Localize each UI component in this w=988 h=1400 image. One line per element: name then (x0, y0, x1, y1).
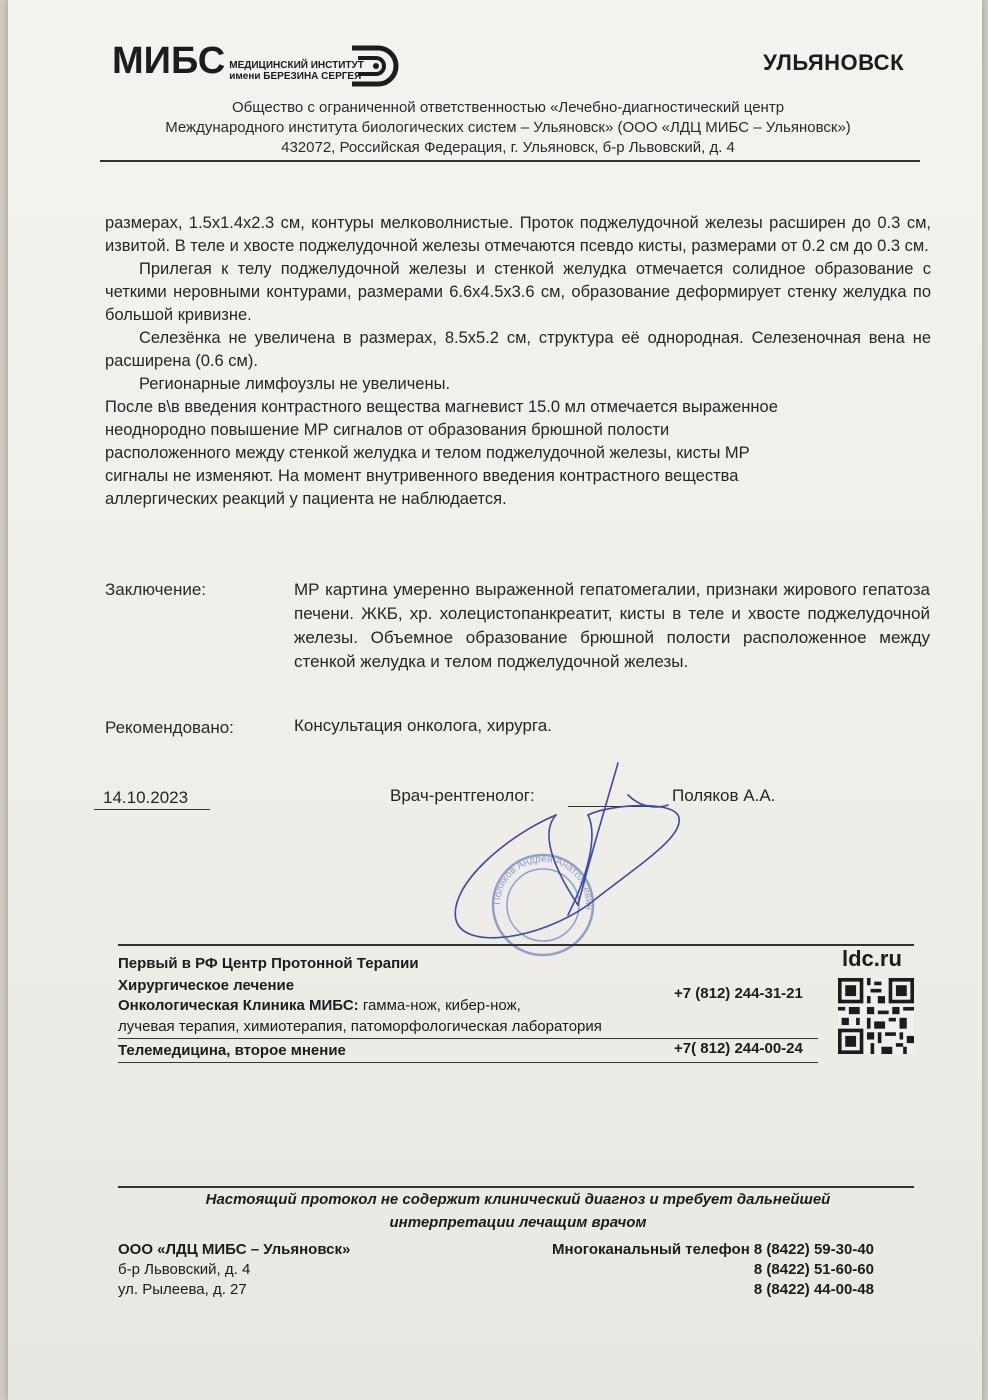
recommendation-label: Рекомендовано: (105, 718, 234, 737)
company-name: ООО «ЛДЦ МИБС – Ульяновск» (118, 1241, 351, 1258)
document-page (8, 0, 982, 1400)
phone-line: 8 (8422) 51-60-60 (753, 1261, 874, 1278)
report-body (105, 212, 931, 511)
footer-line-text: Телемедицина, второе мнение (118, 1042, 346, 1059)
address-line: б-р Львовский, д. 4 (118, 1261, 251, 1278)
conclusion-label: Заключение: (105, 580, 207, 599)
footer-divider-top (118, 944, 914, 946)
website-label: ldc.ru (842, 946, 902, 971)
footer-divider (118, 1062, 818, 1063)
footer-line (118, 955, 419, 972)
phone-number: +7 (812) 244-31-21 (674, 985, 803, 1002)
paragraph-line: После в\в введения контрастного вещества магневист 15.0 мл отмечается выраженное (105, 398, 778, 416)
logo-subtitle (229, 60, 364, 82)
logo-text: МИБС (112, 40, 226, 82)
city-name: УЛЬЯНОВСК (763, 50, 904, 75)
footer-line-text: Хирургическое лечение (118, 977, 295, 994)
paragraph-line: расположенного между стенкой желудка и телом поджелудочной железы, кисты МР (105, 444, 750, 462)
stamp-text: Поляков Андрей Анатольевич (491, 853, 595, 911)
handwritten-signature (455, 763, 679, 938)
signature-and-stamp (438, 755, 698, 975)
conclusion-text: МР картина умеренно выраженной гепатомегалии, признаки жирового гепатоза печени. ЖКБ, хр. холецистопанкреатит, кисты в теле и хвосте поджелудочной железы. Объемное образование брюшной полости расположенное между стенкой желудка и телом поджелудочной железы. (294, 580, 930, 671)
paragraph: размерах, 1.5x1.4x2.3 см, контуры мелковолнистые. Проток поджелудочной железы расширен до 0.3 см, извитой. В теле и хвосте поджелудочной железы отмечаются псевдо кисты, размерами от 0.2 см до 0.3 см. (105, 214, 931, 255)
paragraph-line: неоднородно повышение МР сигналов от образования брюшной полости (105, 421, 670, 439)
paragraph: Селезёнка не увеличена в размерах, 8.5x5.2 см, структура её однородная. Селезеночная вена не расширена (0.6 см). (105, 329, 931, 370)
paragraph: Регионарные лимфоузлы не увеличены. (139, 375, 451, 393)
logo-subtitle-line1: МЕДИЦИНСКИЙ ИНСТИТУТ (229, 60, 364, 71)
phone-line: 8 (8422) 44-00-48 (753, 1281, 874, 1298)
header-divider (100, 160, 920, 162)
paragraph: Прилегая к телу поджелудочной железы и стенкой желудка отмечается солидное образование с четкими неровными контурами, размерами 6.6x4.5x3.6 см, образование деформирует стенку желудка по большой кривизне. (105, 260, 931, 324)
paragraph-line: аллергических реакций у пациента не наблюдается. (105, 490, 507, 508)
footer-line (118, 1042, 346, 1059)
report-date: 14.10.2023 (103, 788, 189, 807)
logo-subtitle-line2: имени БЕРЕЗИНА СЕРГЕЯ (229, 71, 362, 82)
footer-line-rest: гамма-нож, кибер-нож, (358, 997, 521, 1014)
org-line: Международного института биологических систем – Ульяновск» (ООО «ЛДЦ МИБС – Ульяновск») (165, 119, 851, 136)
company-address (118, 1240, 350, 1300)
footer-divider (118, 1038, 818, 1039)
organization-details (108, 98, 908, 158)
footer-line-bold: Онкологическая Клиника МИБС: (118, 997, 359, 1014)
logo-eye-icon (348, 44, 404, 88)
date-underline (94, 809, 210, 810)
qr-code-icon (838, 978, 914, 1054)
phone-number: +7( 812) 244-00-24 (674, 1040, 803, 1057)
company-phones (552, 1240, 874, 1300)
org-line: Общество с ограниченной ответственностью «Лечебно-диагностический центр (231, 99, 785, 116)
phone-line: Многоканальный телефон 8 (8422) 59-30-40 (552, 1241, 874, 1258)
footer-line (118, 997, 521, 1014)
disclaimer (118, 1188, 918, 1234)
doctor-role: Врач-рентгенолог: (390, 786, 535, 805)
doctor-name: Поляков А.А. (672, 786, 776, 805)
disclaimer-line: интерпретации лечащим врачом (389, 1214, 647, 1231)
footer-line-text: Первый в РФ Центр Протонной Терапии (118, 955, 419, 972)
org-line: 432072, Российская Федерация, г. Ульяновск, б-р Львовский, д. 4 (281, 139, 735, 156)
paragraph-line: сигналы не изменяют. На момент внутривенного введения контрастного вещества (105, 467, 739, 485)
mibs-logo (112, 40, 364, 82)
disclaimer-line: Настоящий протокол не содержит клинический диагноз и требует дальнейшей (205, 1191, 831, 1208)
footer-line (118, 977, 294, 994)
footer-line: лучевая терапия, химиотерапия, патоморфологическая лаборатория (118, 1018, 602, 1035)
address-line: ул. Рылеева, д. 27 (118, 1281, 247, 1298)
recommendation-text: Консультация онколога, хирурга. (294, 716, 552, 735)
